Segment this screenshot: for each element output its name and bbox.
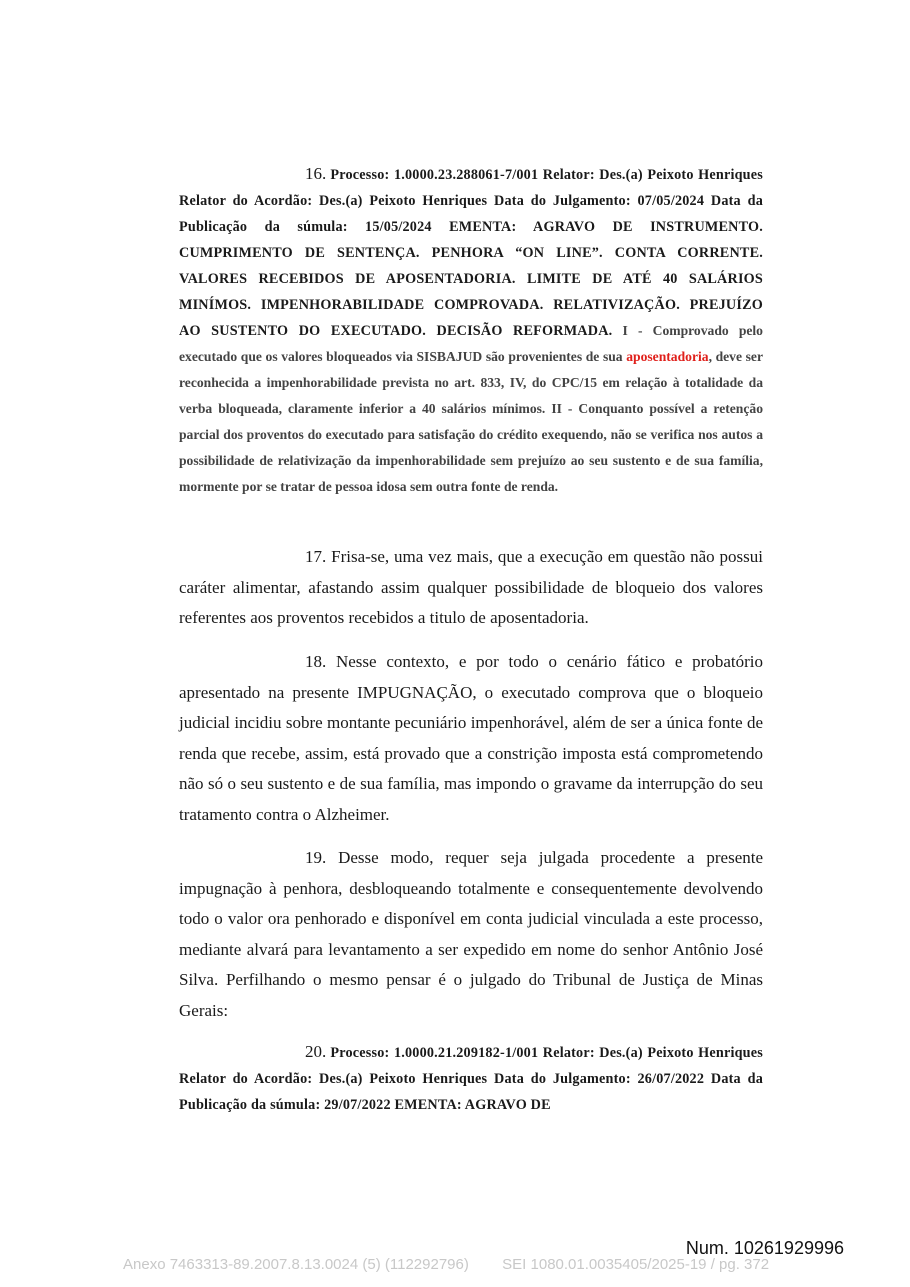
citation-header: Processo: 1.0000.23.288061-7/001 Relator: Des.(a) Peixoto Henriques Relator do Acordão: Des.(a) Peixoto Henriques Data do Julgamento: 07/05/2024 Data da Publicação da súmula: 15/05/2024 EMENTA: AGRAVO DE INSTRUMENTO. CUMPRIMENTO DE SENTENÇA. PENHORA “ON LINE”. CONTA CORRENTE. VALORES RECEBIDOS DE APOSENTADORIA. LIMITE DE ATÉ 40 SALÁRIOS MINÍMOS. IMPENHORABILIDADE COMPROVADA. RELATIVIZAÇÃO. PREJUÍZO AO SUSTENTO DO EXECUTADO. DECISÃO REFORMADA. (179, 167, 763, 339)
paragraph-text: Frisa-se, uma vez mais, que a execução em questão não possui caráter alimentar, afastando assim qualquer possibilidade de bloqueio dos valores referentes aos proventos recebidos a titulo de aposentadoria. (179, 547, 763, 628)
paragraph-19 (179, 843, 763, 1027)
paragraph-text: Nesse contexto, e por todo o cenário fático e probatório apresentado na presente IMPUGNAÇÃO, o executado comprova que o bloqueio judicial incidiu sobre montante pecuniário impenhorável, além de ser a única fonte de renda que recebe, assim, está provado que a constrição imposta está comprometendo não só o seu sustento e de sua família, mas impondo o gravame da interrupção do seu tratamento contra o Alzheimer. (179, 652, 763, 824)
highlighted-term: aposentadoria (626, 349, 709, 364)
annex-reference: Anexo 7463313-89.2007.8.13.0024 (5) (112292796) SEI 1080.01.0035405/2025-19 / pg. 372 (123, 1256, 770, 1273)
paragraph-number: 18. (305, 652, 327, 671)
citation-paragraph-16 (179, 161, 763, 500)
paragraph-18 (179, 647, 763, 831)
citation-body-start: I - Comprovado pelo executado que os valores bloqueados via SISBAJUD são provenientes de sua (179, 323, 763, 364)
citation-header: Processo: 1.0000.21.209182-1/001 Relator: Des.(a) Peixoto Henriques Relator do Acordão: Des.(a) Peixoto Henriques Data do Julgamento: 26/07/2022 Data da Publicação da súmula: 29/07/2022 EMENTA: AGRAVO DE (179, 1045, 763, 1113)
citation-body-end: , deve ser reconhecida a impenhorabilidade prevista no art. 833, IV, do CPC/15 em relação à totalidade da verba bloqueada, claramente inferior a 40 salários mínimos. II - Conquanto possível a retenção parcial dos proventos do executado para satisfação do crédito exequendo, não se verifica nos autos a possibilidade de relativização da impenhorabilidade sem prejuízo ao seu sustento e de sua família, mormente por se tratar de pessoa idosa sem outra fonte de renda. (179, 349, 763, 494)
paragraph-number: 16. (305, 164, 327, 183)
paragraph-number: 19. (305, 848, 327, 867)
citation-paragraph-20 (179, 1039, 763, 1118)
document-number: Num. 10261929996 (685, 1238, 844, 1258)
paragraph-text: Desse modo, requer seja julgada procedente a presente impugnação à penhora, desbloqueando totalmente e consequentemente devolvendo todo o valor ora penhorado e disponível em conta judicial vinculada a este processo, mediante alvará para levantamento a ser expedido em nome do senhor Antônio José Silva. Perfilhando o mesmo pensar é o julgado do Tribunal de Justiça de Minas Gerais: (179, 848, 764, 1020)
paragraph-number: 20. (305, 1042, 327, 1061)
paragraph-number: 17. (305, 547, 327, 566)
paragraph-17 (179, 542, 763, 634)
